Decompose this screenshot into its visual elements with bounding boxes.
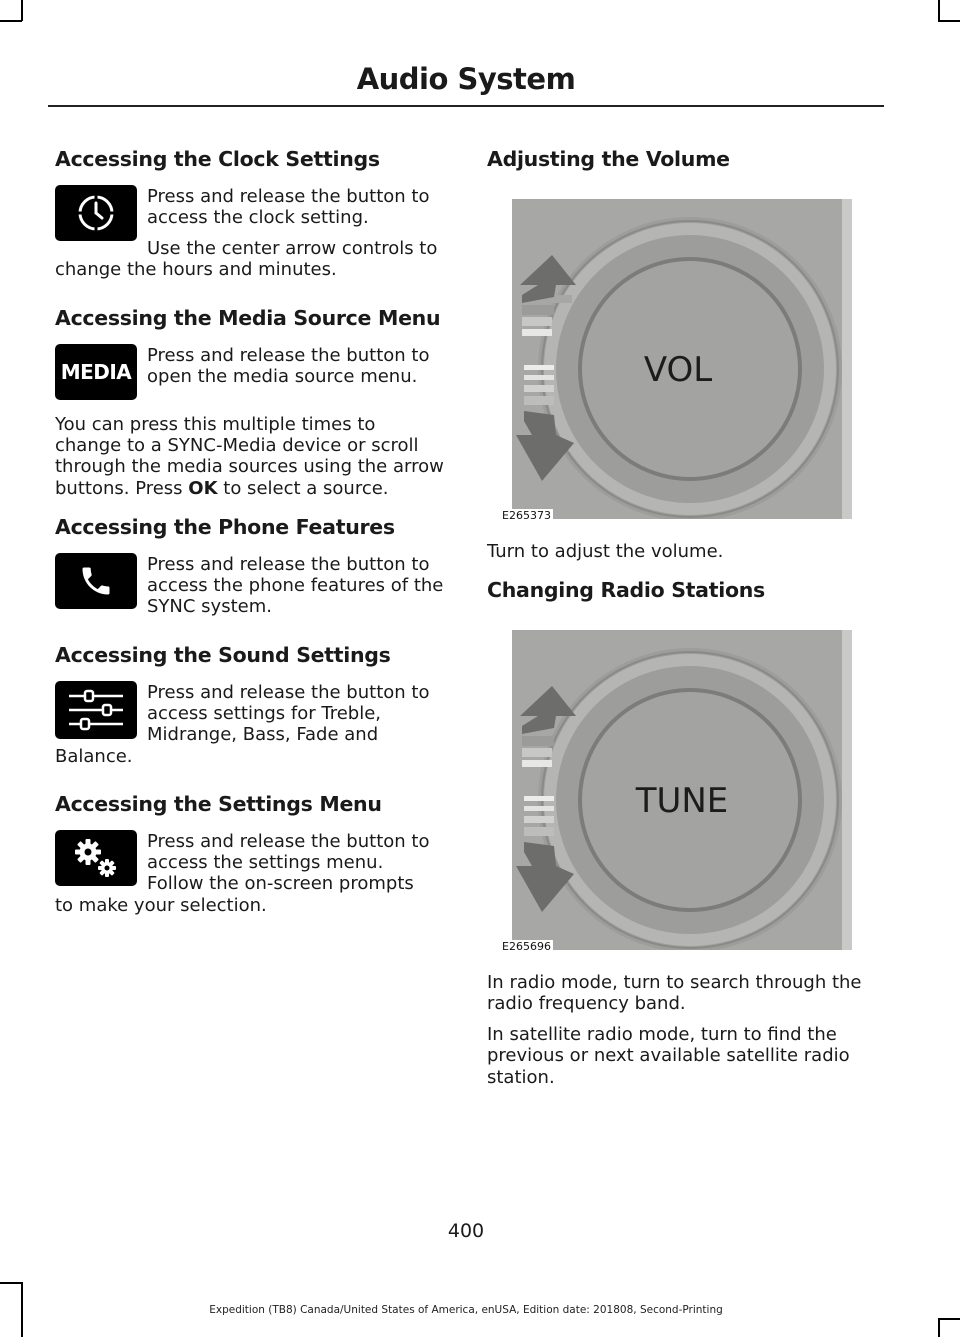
body-text: radio frequency band.: [487, 993, 686, 1014]
phone-button-icon: [55, 553, 137, 609]
crop-mark: [938, 0, 940, 21]
body-text: Press and release the button to: [147, 345, 430, 366]
crop-mark: [0, 20, 22, 22]
figure-code: E265373: [502, 509, 551, 522]
crop-mark: [938, 1318, 960, 1320]
figure-code: E265696: [502, 940, 551, 953]
section-heading: Adjusting the Volume: [487, 147, 730, 171]
edition-footer: Expedition (TB8) Canada/United States of America, enUSA, Edition date: 201808, Second-Printing: [209, 1304, 723, 1316]
body-text: Press and release the button to: [147, 831, 430, 852]
body-text: to make your selection.: [55, 895, 267, 916]
body-text: access the phone features of the: [147, 575, 444, 596]
section-heading: Accessing the Sound Settings: [55, 643, 391, 667]
body-text: through the media sources using the arrow: [55, 456, 444, 477]
header-rule: [48, 105, 884, 107]
text-run: to select a source.: [217, 478, 389, 499]
crop-mark: [21, 0, 23, 21]
body-text: Press and release the button to: [147, 554, 430, 575]
body-text: Press and release the button to: [147, 682, 430, 703]
page-number: 400: [447, 1220, 485, 1242]
clock-button-icon: [55, 185, 137, 241]
text-run: buttons. Press: [55, 478, 189, 499]
tune-knob-figure: [512, 630, 852, 950]
figure-caption: Turn to adjust the volume.: [487, 541, 724, 562]
body-text: Midrange, Bass, Fade and: [147, 724, 379, 745]
gear-icon: [55, 830, 137, 886]
body-text: access the clock setting.: [147, 207, 369, 228]
body-text: change the hours and minutes.: [55, 259, 337, 280]
media-icon-label: MEDIA: [60, 360, 132, 384]
section-heading: Accessing the Phone Features: [55, 515, 395, 539]
body-text: Press and release the button to: [147, 186, 430, 207]
section-heading: Accessing the Media Source Menu: [55, 306, 441, 330]
body-text: SYNC system.: [147, 596, 272, 617]
body-text: access the settings menu.: [147, 852, 384, 873]
ok-keyword: OK: [188, 478, 218, 499]
body-text: Balance.: [55, 746, 133, 767]
section-heading: Accessing the Settings Menu: [55, 792, 382, 816]
sound-settings-icon: [55, 681, 137, 739]
crop-mark: [0, 1282, 22, 1284]
volume-knob-figure: [512, 199, 852, 519]
knob-label: TUNE: [635, 781, 729, 821]
body-text: change to a SYNC-Media device or scroll: [55, 435, 419, 456]
body-text: station.: [487, 1067, 555, 1088]
body-text: [55, 478, 389, 500]
crop-mark: [938, 20, 960, 22]
section-heading: Accessing the Clock Settings: [55, 147, 380, 171]
body-text: Use the center arrow controls to: [147, 238, 438, 259]
knob-label: VOL: [643, 350, 713, 390]
crop-mark: [938, 1318, 940, 1337]
body-text: Follow the on-screen prompts: [147, 873, 414, 894]
body-text: previous or next available satellite radio: [487, 1045, 850, 1066]
section-heading: Changing Radio Stations: [487, 578, 765, 602]
page-title: Audio System: [356, 62, 576, 96]
body-text: You can press this multiple times to: [55, 414, 376, 435]
body-text: In radio mode, turn to search through the: [487, 972, 862, 993]
body-text: access settings for Treble,: [147, 703, 381, 724]
body-text: open the media source menu.: [147, 366, 418, 387]
media-button-icon: [55, 344, 137, 400]
body-text: In satellite radio mode, turn to find the: [487, 1024, 837, 1045]
